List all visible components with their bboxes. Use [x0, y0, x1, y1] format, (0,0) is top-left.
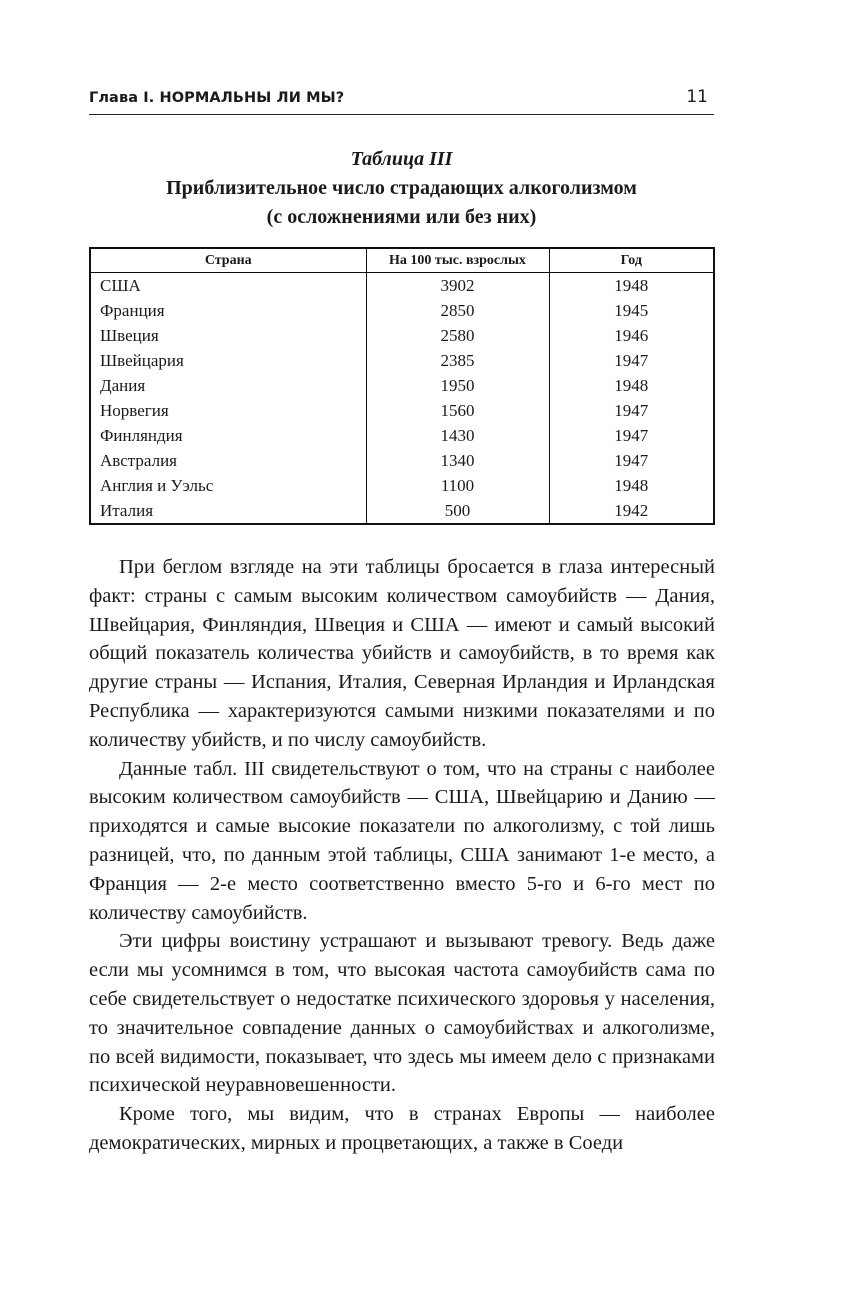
column-header-year: Год: [549, 248, 714, 273]
table-row: [90, 373, 714, 398]
country-cell: Швеция: [90, 323, 366, 348]
rate-cell: 2850: [366, 298, 549, 323]
column-header-country: Страна: [90, 248, 366, 273]
country-cell: Франция: [90, 298, 366, 323]
rate-cell: 1430: [366, 423, 549, 448]
country-cell: Дания: [90, 373, 366, 398]
paragraph: Данные табл. III свидетельствуют о том, что на страны с наиболее высоким количеством самоубийств — США, Швейцарию и Данию — приходятся и самые высокие показатели по алкоголизму, с той лишь разницей, что, по данным этой таблицы, США занимают 1-е место, а Франция — 2-е место соответственно вместо 5-го и 6-го мест по количеству самоубийств.: [89, 757, 715, 924]
running-header: [89, 86, 714, 115]
year-cell: 1942: [614, 501, 649, 520]
paragraph: Кроме того, мы видим, что в странах Европы — наиболее демократических, мирных и процветающих, а также в Соеди: [89, 1103, 715, 1154]
rate-cell: 2580: [366, 323, 549, 348]
rate-cell: 1560: [366, 398, 549, 423]
table-row: [90, 473, 714, 498]
table-row: [90, 423, 714, 448]
column-header-per-100k: На 100 тыс. взрослых: [366, 248, 549, 273]
year-cell: 1948: [614, 476, 649, 495]
rate-cell: 1950: [366, 373, 549, 398]
rate-cell: 3902: [366, 273, 549, 299]
chapter-title: Глава I. НОРМАЛЬНЫ ЛИ МЫ?: [89, 90, 345, 106]
year-cell: 1947: [614, 401, 649, 420]
rate-cell: 1340: [366, 448, 549, 473]
year-cell: 1947: [614, 351, 649, 370]
year-cell: 1945: [614, 301, 649, 320]
table-label: Таблица III: [350, 148, 453, 170]
country-cell: Швейцария: [90, 348, 366, 373]
year-cell: 1946: [614, 326, 649, 345]
country-cell: Норвегия: [90, 398, 366, 423]
country-cell: Австралия: [90, 448, 366, 473]
table-row: [90, 348, 714, 373]
year-cell: 1947: [614, 426, 649, 445]
paragraph: Эти цифры воистину устрашают и вызывают тревогу. Ведь даже если мы усомнимся в том, что высокая частота самоубийств сама по себе свидетельствует о недостатке психического здоровья у населения, то значительное совпадение данных о самоубийствах и алкоголизме, по всей видимости, показывает, что здесь мы имеем дело с признаками психической неуравновешенности.: [89, 930, 715, 1097]
table-row: [90, 323, 714, 348]
table-header-row: [90, 248, 714, 273]
rate-cell: 500: [366, 498, 549, 524]
alcoholism-table: [89, 247, 715, 525]
page-number: 11: [686, 87, 708, 107]
table-row: [90, 398, 714, 423]
country-cell: Италия: [90, 498, 366, 524]
table-title-line-2: (с осложнениями или без них): [266, 206, 537, 228]
country-cell: Англия и Уэльс: [90, 473, 366, 498]
paragraph: При беглом взгляде на эти таблицы бросается в глаза интересный факт: страны с самым высоким количеством самоубийств — Дания, Швейцария, Финляндия, Швеция и США — имеют и самый высокий общий показатель количества убийств и самоубийств, в то время как другие страны — Испания, Италия, Северная Ирландия и Ирландская Республика — характеризуются самыми низкими показателями и по количеству убийств, и по числу самоубийств.: [89, 556, 715, 751]
table-row: [90, 448, 714, 473]
year-cell: 1948: [614, 376, 649, 395]
year-cell: 1947: [614, 451, 649, 470]
table-row: [90, 498, 714, 524]
body-text: [89, 553, 715, 1158]
country-cell: Финляндия: [90, 423, 366, 448]
table-row: [90, 273, 714, 299]
country-cell: США: [90, 273, 366, 299]
rate-cell: 1100: [366, 473, 549, 498]
table-caption: [89, 145, 714, 232]
table-title-line-1: Приблизительное число страдающих алкоголизмом: [166, 177, 637, 199]
rate-cell: 2385: [366, 348, 549, 373]
year-cell: 1948: [614, 276, 649, 295]
table-row: [90, 298, 714, 323]
